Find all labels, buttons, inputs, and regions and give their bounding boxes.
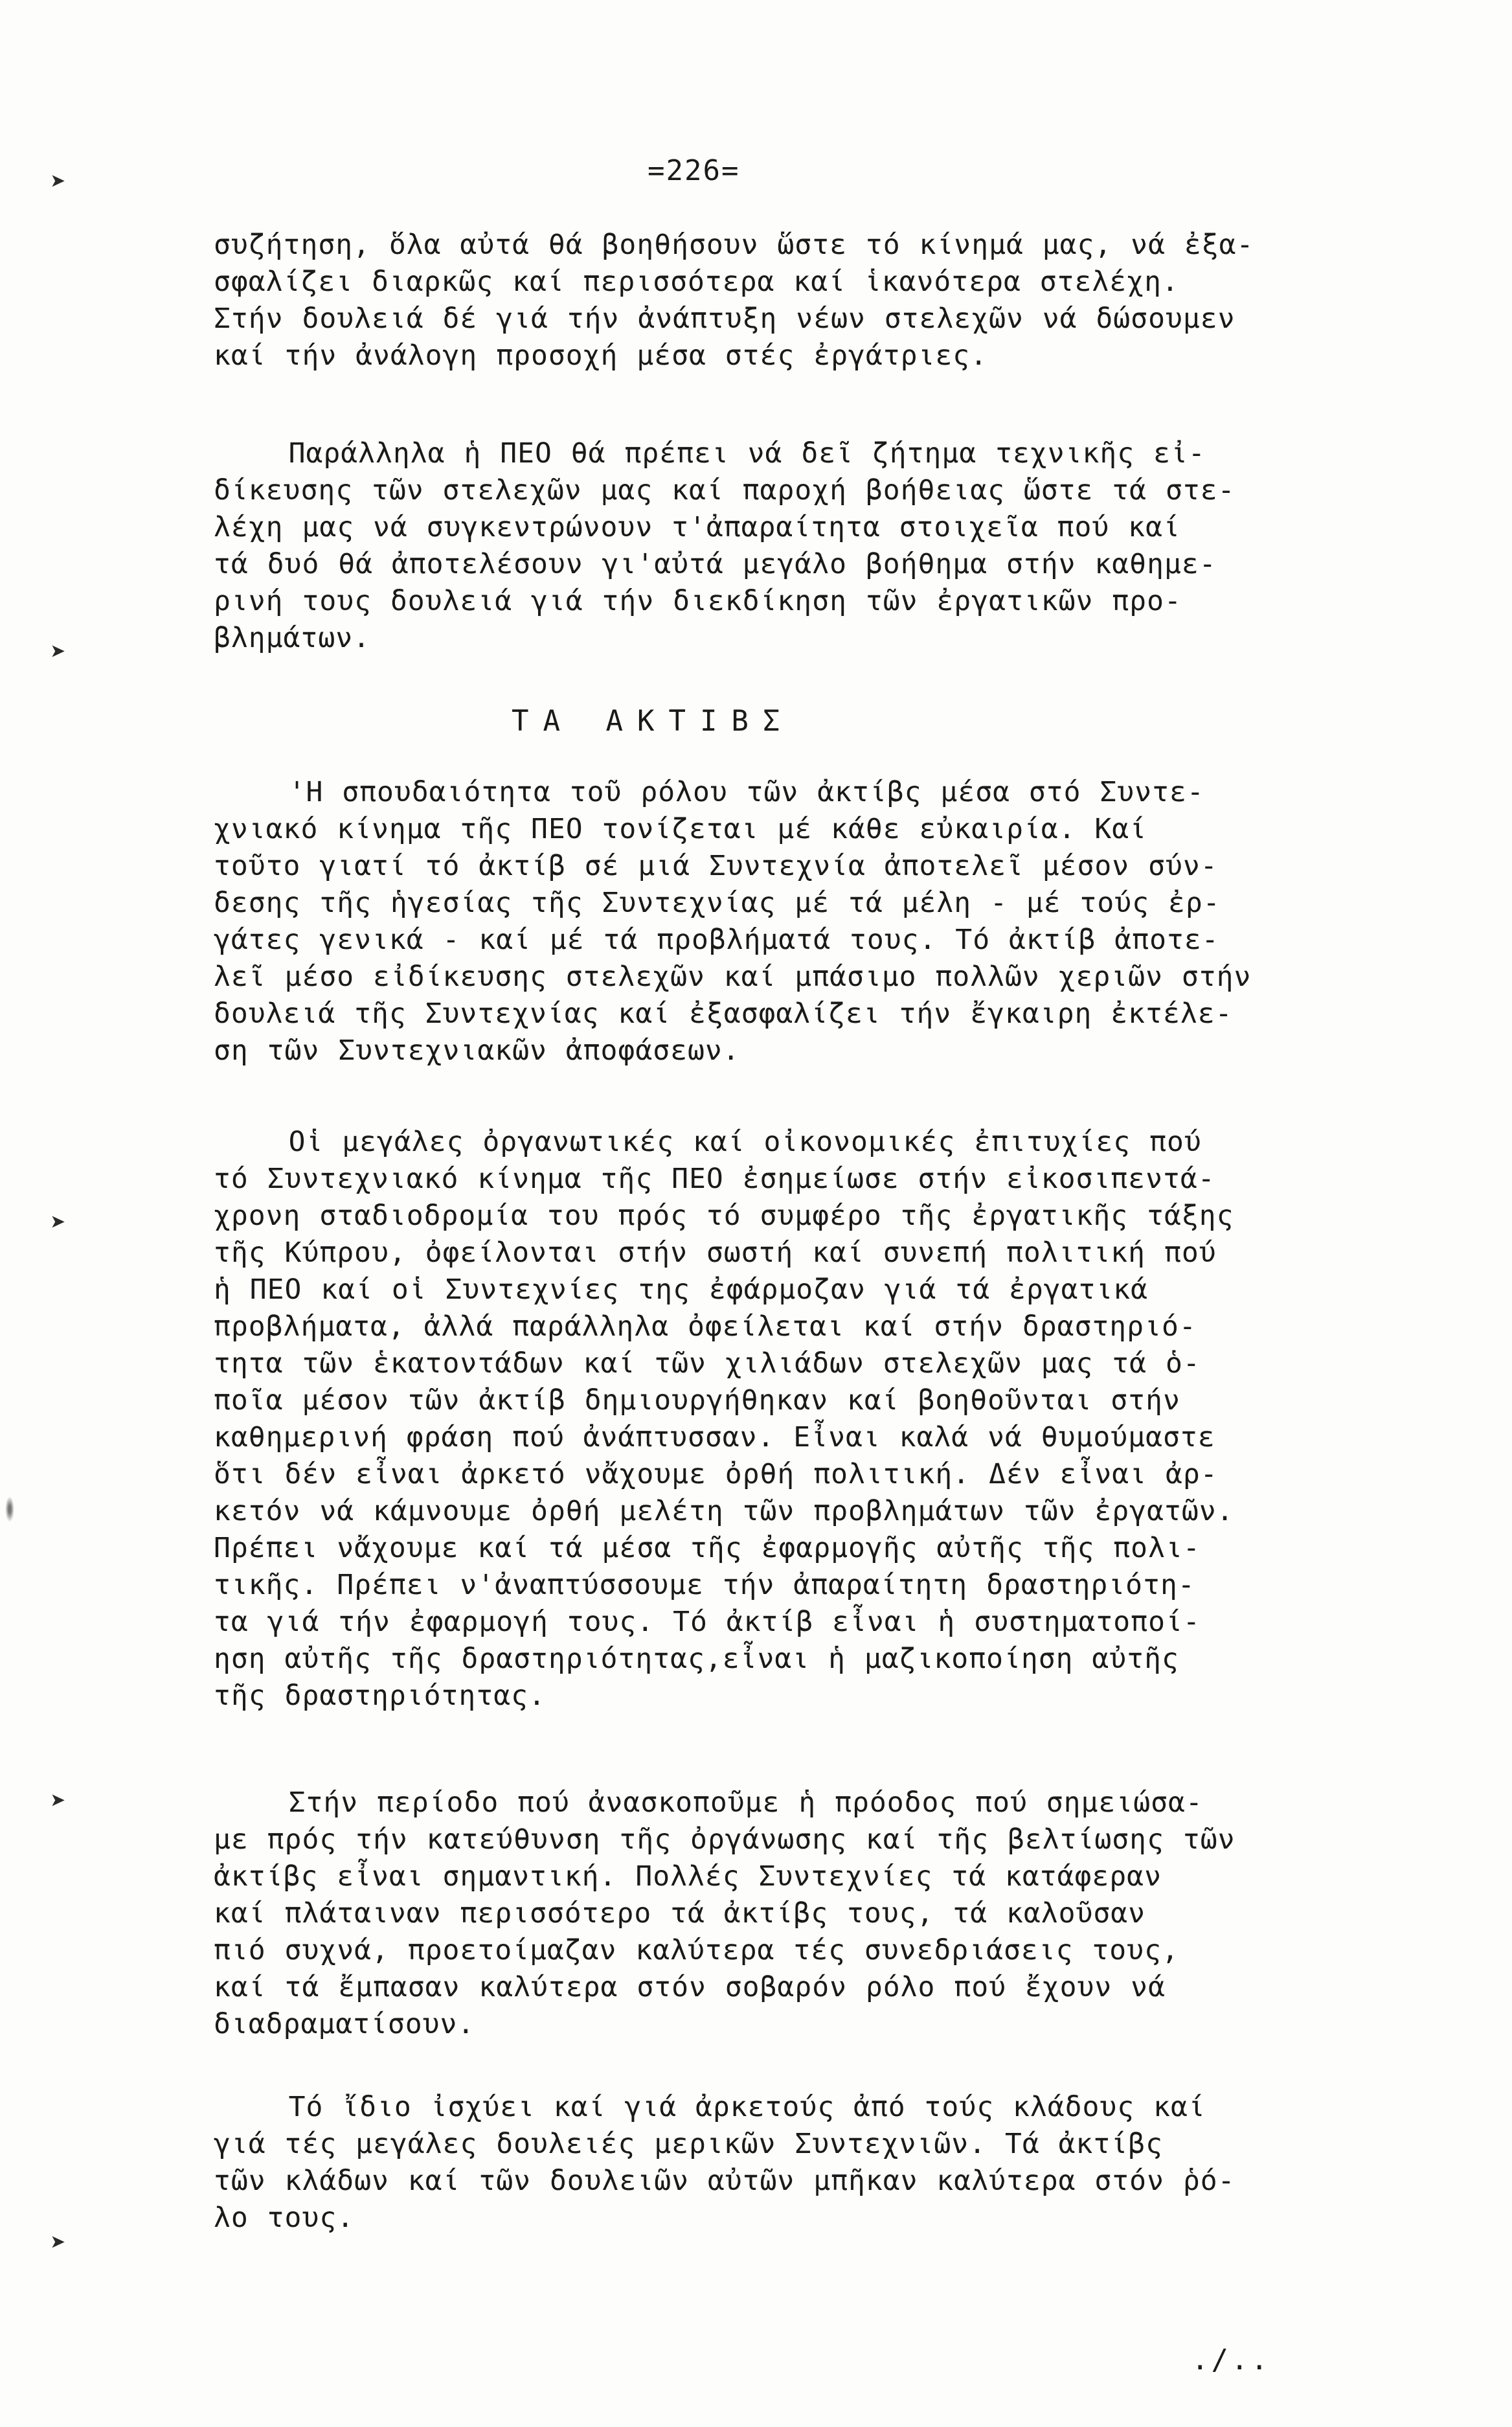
- paragraph: Στήν περίοδο πού ἀνασκοποῦμε ἡ πρόοδος πού σημειώσα- με πρός τήν κατεύθυνση τῆς ὀργάνωσης καί τῆς βελτίωσης τῶν ἀκτίβς εἶναι σημαντική. Πολλές Συντεχνίες τά κατάφεραν καί πλάταιναν περισσότερο τά ἀκτίβς τους, τά καλοῦσαν πιό συχνά, προετοίμαζαν καλύτερα τές συνεδριάσεις τους, καί τά ἔμπασαν καλύτερα στόν σοβαρόν ρόλο πού ἔχουν νά διαδραματίσουν.: [214, 1786, 1236, 2040]
- margin-arrow-mark: ➤: [51, 1208, 67, 1238]
- margin-arrow-mark: ➤: [51, 2228, 67, 2258]
- scan-speck: [5, 1496, 14, 1522]
- page-number: =226=: [648, 154, 740, 187]
- margin-arrow-mark: ➤: [51, 637, 67, 667]
- paragraph: συζήτηση, ὅλα αὐτά θά βοηθήσουν ὥστε τό κίνημά μας, νά ἐξα- σφαλίζει διαρκῶς καί περισσότερα καί ἱκανότερα στελέχη. Στήν δουλειά δέ γιά τήν ἀνάπτυξη νέων στελεχῶν νά δώσουμεν καί τήν ἀνάλογη προσοχή μέσα στές ἐργάτριες.: [214, 229, 1254, 372]
- paragraph: Οἱ μεγάλες ὀργανωτικές καί οἰκονομικές ἐπιτυχίες πού τό Συντεχνιακό κίνημα τῆς ΠΕΟ ἐσημείωσε στήν εἰκοσιπεντά- χρονη σταδιοδρομία του πρός τό συμφέρο τῆς ἐργατικῆς τάξης τῆς Κύπρου, ὀφείλονται στήν σωστή καί συνεπή πολιτική πού ἡ ΠΕΟ καί οἱ Συντεχνίες της ἐφάρμοζαν γιά τά ἐργατικά προβλήματα, ἀλλά παράλληλα ὀφείλεται καί στήν δραστηριό- τητα τῶν ἑκατοντάδων καί τῶν χιλιάδων στελεχῶν μας τά ὁ- ποῖα μέσον τῶν ἀκτίβ δημιουργήθηκαν καί βοηθοῦνται στήν καθημερινή φράση πού ἀνάπτυσσαν. Εἶναι καλά νά θυμούμαστε ὅτι δέν εἶναι ἀρκετό νἄχουμε ὀρθή πολιτική. Δέν εἶναι ἀρ- κετόν νά κάμνουμε ὀρθή μελέτη τῶν προβλημάτων τῶν ἐργατῶν. Πρέπει νἄχουμε καί τά μέσα τῆς ἐφαρμογῆς αὐτῆς τῆς πολι- τικῆς. Πρέπει ν'ἀναπτύσσουμε τήν ἀπαραίτητη δραστηριότη- τα γιά τήν ἐφαρμογή τους. Τό ἀκτίβ εἶναι ἡ συστηματοποί- ηση αὐτῆς τῆς δραστηριότητας,εἶναι ἡ μαζικοποίηση αὐτῆς τῆς δραστηριότητας.: [214, 1126, 1234, 1712]
- margin-arrow-mark: ➤: [51, 1786, 67, 1816]
- continuation-mark: ./..: [1191, 2343, 1270, 2376]
- paragraph: Τό ἴδιο ἰσχύει καί γιά ἀρκετούς ἀπό τούς κλάδους καί γιά τές μεγάλες δουλειές μερικῶν Συντεχνιῶν. Τά ἀκτίβς τῶν κλάδων καί τῶν δουλειῶν αὐτῶν μπῆκαν καλύτερα στόν ῥό- λο τους.: [214, 2091, 1236, 2234]
- paragraph: Παράλληλα ἡ ΠΕΟ θά πρέπει νά δεῖ ζήτημα τεχνικῆς εἰ- δίκευσης τῶν στελεχῶν μας καί παροχή βοήθειας ὥστε τά στε- λέχη μας νά συγκεντρώνουν τ'ἀπαραίτητα στοιχεῖα πού καί τά δυό θά ἀποτελέσουν γι'αὐτά μεγάλο βοήθημα στήν καθημε- ρινή τους δουλειά γιά τήν διεκδίκηση τῶν ἐργατικῶν προ- βλημάτων.: [214, 437, 1236, 654]
- paragraph: 'Η σπουδαιότητα τοῦ ρόλου τῶν ἀκτίβς μέσα στό Συντε- χνιακό κίνημα τῆς ΠΕΟ τονίζεται μέ κάθε εὐκαιρία. Καί τοῦτο γιατί τό ἀκτίβ σέ μιά Συντεχνία ἀποτελεῖ μέσον σύν- δεσης τῆς ἡγεσίας τῆς Συντεχνίας μέ τά μέλη - μέ τούς ἐρ- γάτες γενικά - καί μέ τά προβλήματά τους. Τό ἀκτίβ ἀποτε- λεῖ μέσο εἰδίκευσης στελεχῶν καί μπάσιμο πολλῶν χεριῶν στήν δουλειά τῆς Συντεχνίας καί ἐξασφαλίζει τήν ἔγκαιρη ἐκτέλε- ση τῶν Συντεχνιακῶν ἀποφάσεων.: [214, 776, 1252, 1067]
- section-heading: ΤΑ ΑΚΤΙΒΣ: [512, 705, 795, 738]
- margin-arrow-mark: ➤: [51, 167, 67, 197]
